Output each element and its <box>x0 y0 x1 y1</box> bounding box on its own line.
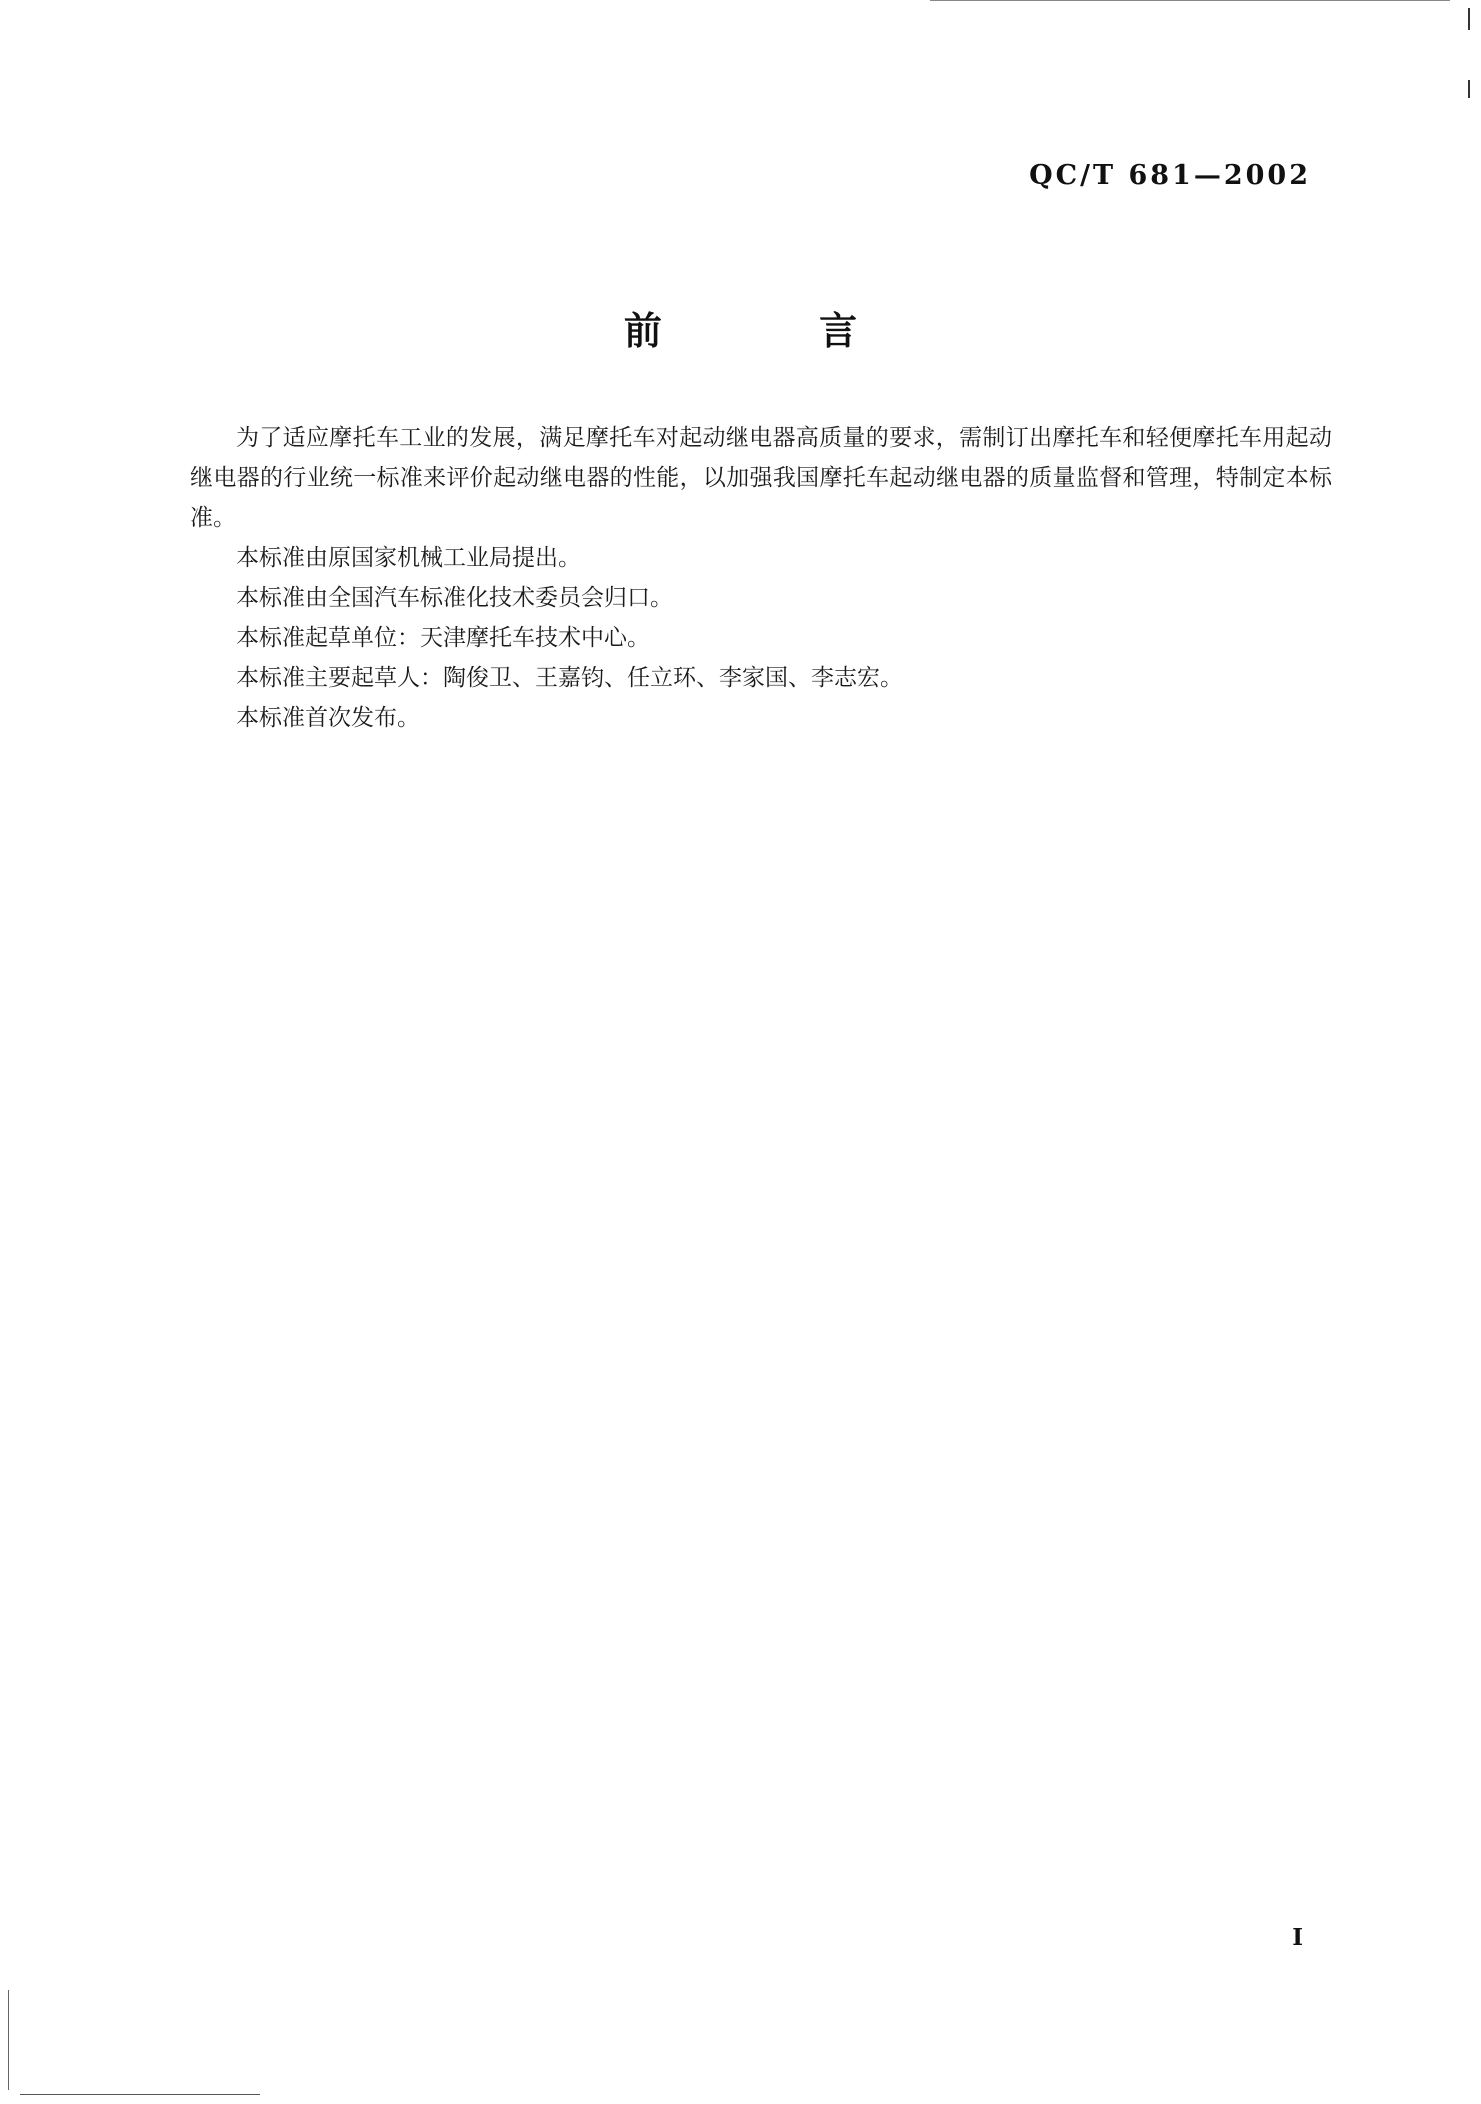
paragraph-purpose: 为了适应摩托车工业的发展，满足摩托车对起动继电器高质量的要求，需制订出摩托车和轻便摩托车用起动继电器的行业统一标准来评价起动继电器的性能，以加强我国摩托车起动继电器的质量监督和管理，特制定本标准。 <box>190 425 1332 531</box>
paragraph-first-release: 本标准首次发布。 <box>236 705 420 731</box>
foreword-body <box>190 418 1332 738</box>
page-number: I <box>1292 1924 1303 1951</box>
paragraph-administered-by: 本标准由全国汽车标准化技术委员会归口。 <box>236 585 673 611</box>
paragraph-drafters: 本标准主要起草人：陶俊卫、王嘉钧、任立环、李家国、李志宏。 <box>236 665 903 691</box>
page-title: 前 言 <box>623 309 930 353</box>
scan-edge-line-bottom <box>20 2094 260 2095</box>
scan-edge-line-right-2 <box>1468 80 1470 98</box>
scan-edge-line-right <box>1468 8 1470 30</box>
scan-edge-line-left <box>8 1990 9 2090</box>
paragraph-proposed-by: 本标准由原国家机械工业局提出。 <box>236 545 581 571</box>
standard-code: QC/T 681—2002 <box>1029 160 1311 191</box>
paragraph-drafting-unit: 本标准起草单位：天津摩托车技术中心。 <box>236 625 650 651</box>
scan-edge-line-top <box>930 0 1450 1</box>
